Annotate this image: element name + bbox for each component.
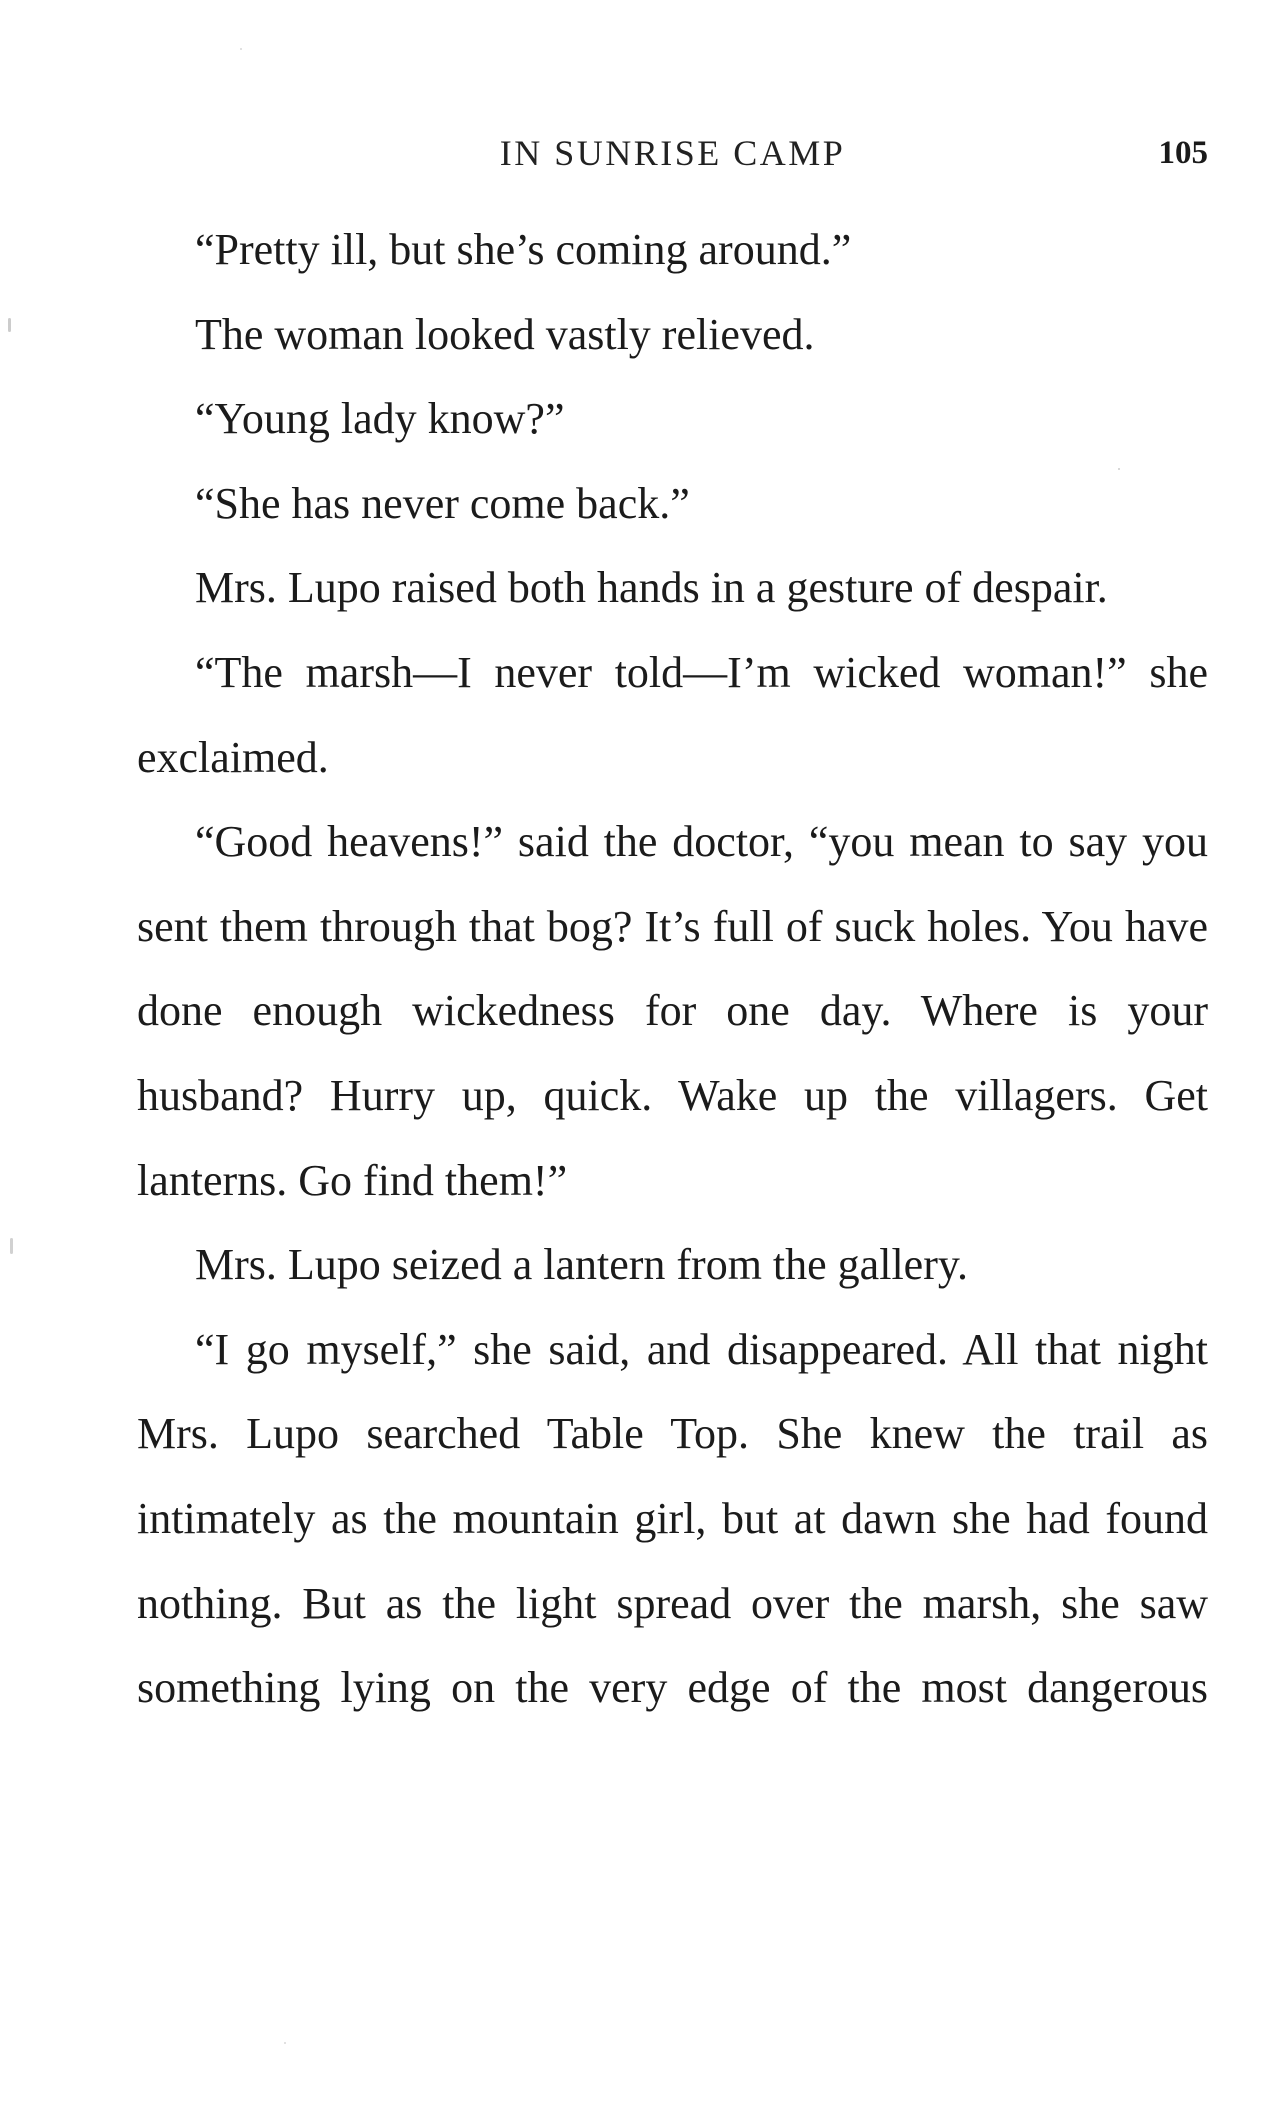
paragraph: “I go myself,” she said, and disappeared. All that night Mrs. Lupo searched Table Top. She knew the trail as intimately as the mountain girl, but at dawn she had found nothing. But as the light spread over the marsh, she saw something lying on the very edge of the most dangerous bbox=[137, 1324, 1208, 1713]
paragraph: “The marsh—I never told—I’m wicked woman!” she exclaimed. bbox=[137, 647, 1208, 782]
scan-speck bbox=[284, 2042, 286, 2044]
paragraph: The woman looked vastly relieved. bbox=[195, 309, 815, 359]
paragraph: Mrs. Lupo raised both hands in a gesture of despair. bbox=[195, 563, 1108, 613]
paragraph: “She has never come back.” bbox=[195, 478, 690, 528]
body-text bbox=[137, 208, 1208, 1731]
page-number: 105 bbox=[1158, 135, 1208, 171]
scan-speck bbox=[1118, 468, 1120, 470]
running-title: IN SUNRISE CAMP bbox=[499, 133, 846, 173]
paragraph: “Young lady know?” bbox=[195, 394, 565, 444]
scan-speck bbox=[10, 1238, 13, 1254]
paragraph: “Pretty ill, but she’s coming around.” bbox=[195, 225, 852, 274]
paragraph: “Good heavens!” said the doctor, “you mean to say you sent them through that bog? It’s full of suck holes. You have done enough wickedness for one day. Where is your husband? Hurry up, quick. Wake up the villagers. Get lanterns. Go find them!” bbox=[137, 817, 1208, 1205]
scan-speck bbox=[8, 318, 11, 332]
scan-speck bbox=[240, 48, 242, 50]
paragraph: Mrs. Lupo seized a lantern from the gallery. bbox=[195, 1240, 968, 1290]
running-head bbox=[137, 128, 1208, 178]
